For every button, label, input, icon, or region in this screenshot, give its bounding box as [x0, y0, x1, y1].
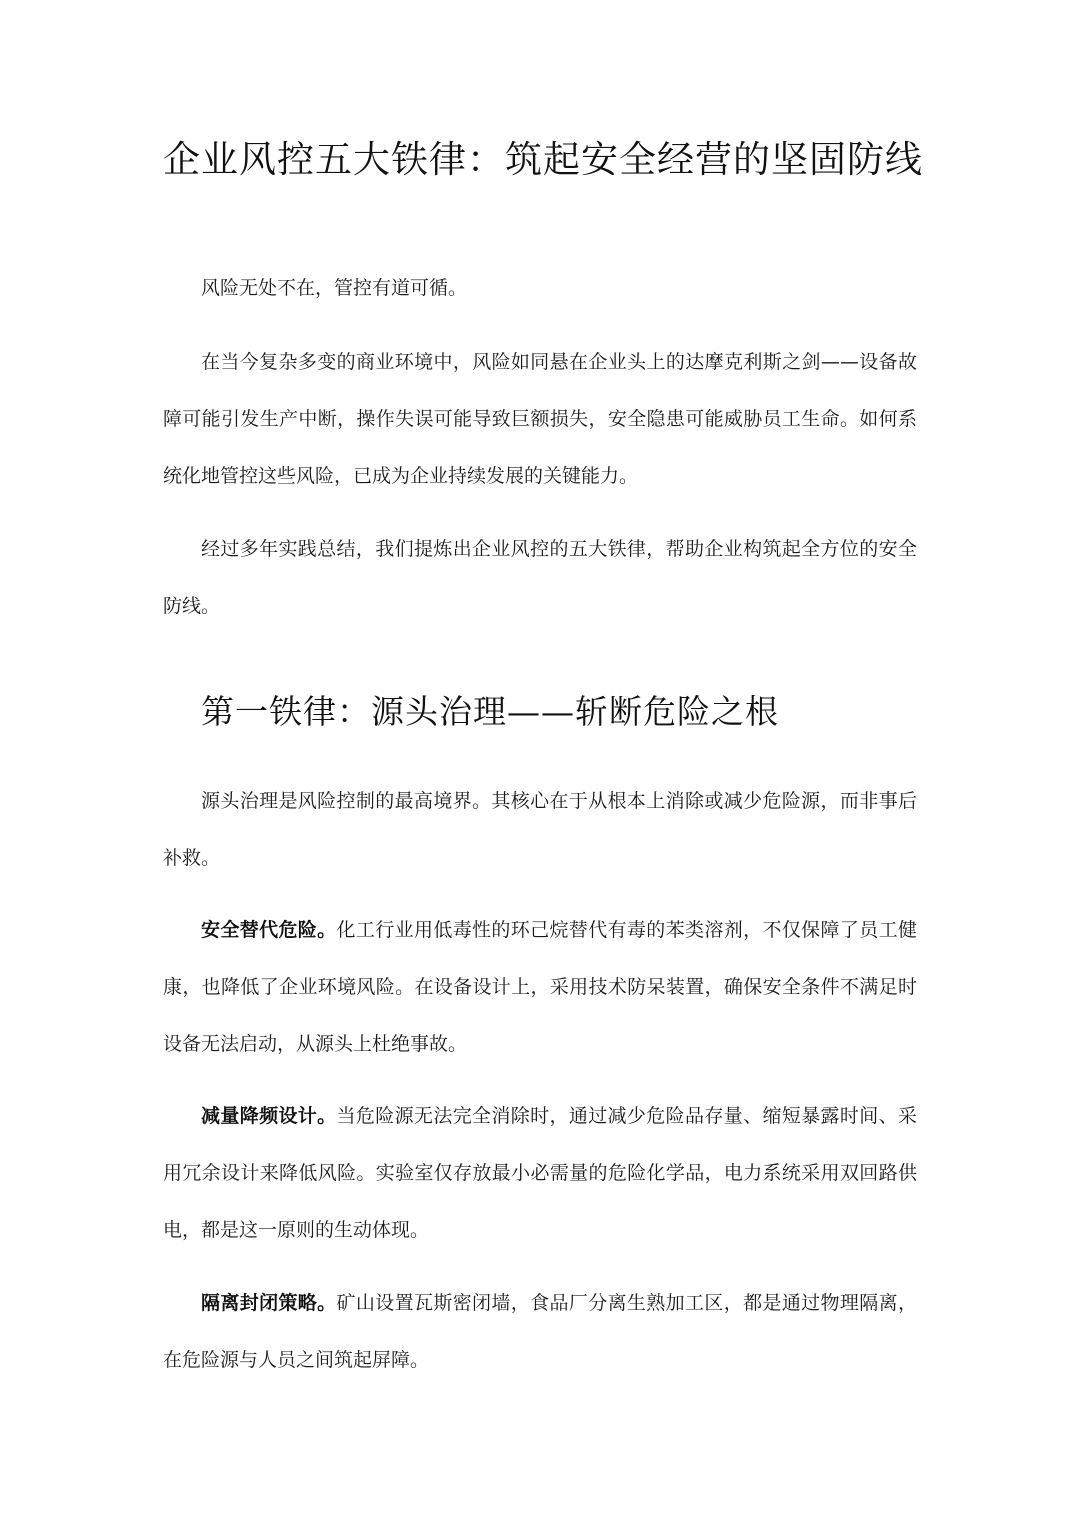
article-title: 企业风控五大铁律：筑起安全经营的坚固防线 [163, 138, 923, 181]
context-paragraph: 在当今复杂多变的商业环境中，风险如同悬在企业头上的达摩克利斯之剑——设备故障可能引发生产中断，操作失误可能导致巨额损失，安全隐患可能威胁员工生命。如何系统化地管控这些风险，已成为企业持续发展的关键能力。 [163, 351, 917, 487]
point-text: 化工行业用低毒性的环己烷替代有毒的苯类溶剂，不仅保障了员工健康，也降低了企业环境风险。在设备设计上，采用技术防呆装置，确保安全条件不满足时设备无法启动，从源头上杜绝事故。 [163, 919, 917, 1055]
section-intro-paragraph: 源头治理是风险控制的最高境界。其核心在于从根本上消除或减少危险源，而非事后补救。 [163, 790, 917, 869]
summary-paragraph: 经过多年实践总结，我们提炼出企业风控的五大铁律，帮助企业构筑起全方位的安全防线。 [163, 538, 917, 617]
point-paragraph [163, 1088, 917, 1259]
section-heading: 第一铁律：源头治理——斩断危险之根 [201, 692, 779, 731]
point-label: 减量降频设计。 [201, 1105, 337, 1127]
point-label: 安全替代危险。 [201, 919, 337, 941]
point-text: 矿山设置瓦斯密闭墙，食品厂分离生熟加工区，都是通过物理隔离，在危险源与人员之间筑起屏障。 [163, 1292, 917, 1371]
point-paragraph [163, 902, 917, 1073]
point-label: 隔离封闭策略。 [201, 1292, 337, 1314]
point-paragraph [163, 1275, 917, 1389]
intro-paragraph: 风险无处不在，管控有道可循。 [201, 277, 468, 299]
point-text: 当危险源无法完全消除时，通过减少危险品存量、缩短暴露时间、采用冗余设计来降低风险。实验室仅存放最小必需量的危险化学品，电力系统采用双回路供电，都是这一原则的生动体现。 [163, 1105, 917, 1241]
